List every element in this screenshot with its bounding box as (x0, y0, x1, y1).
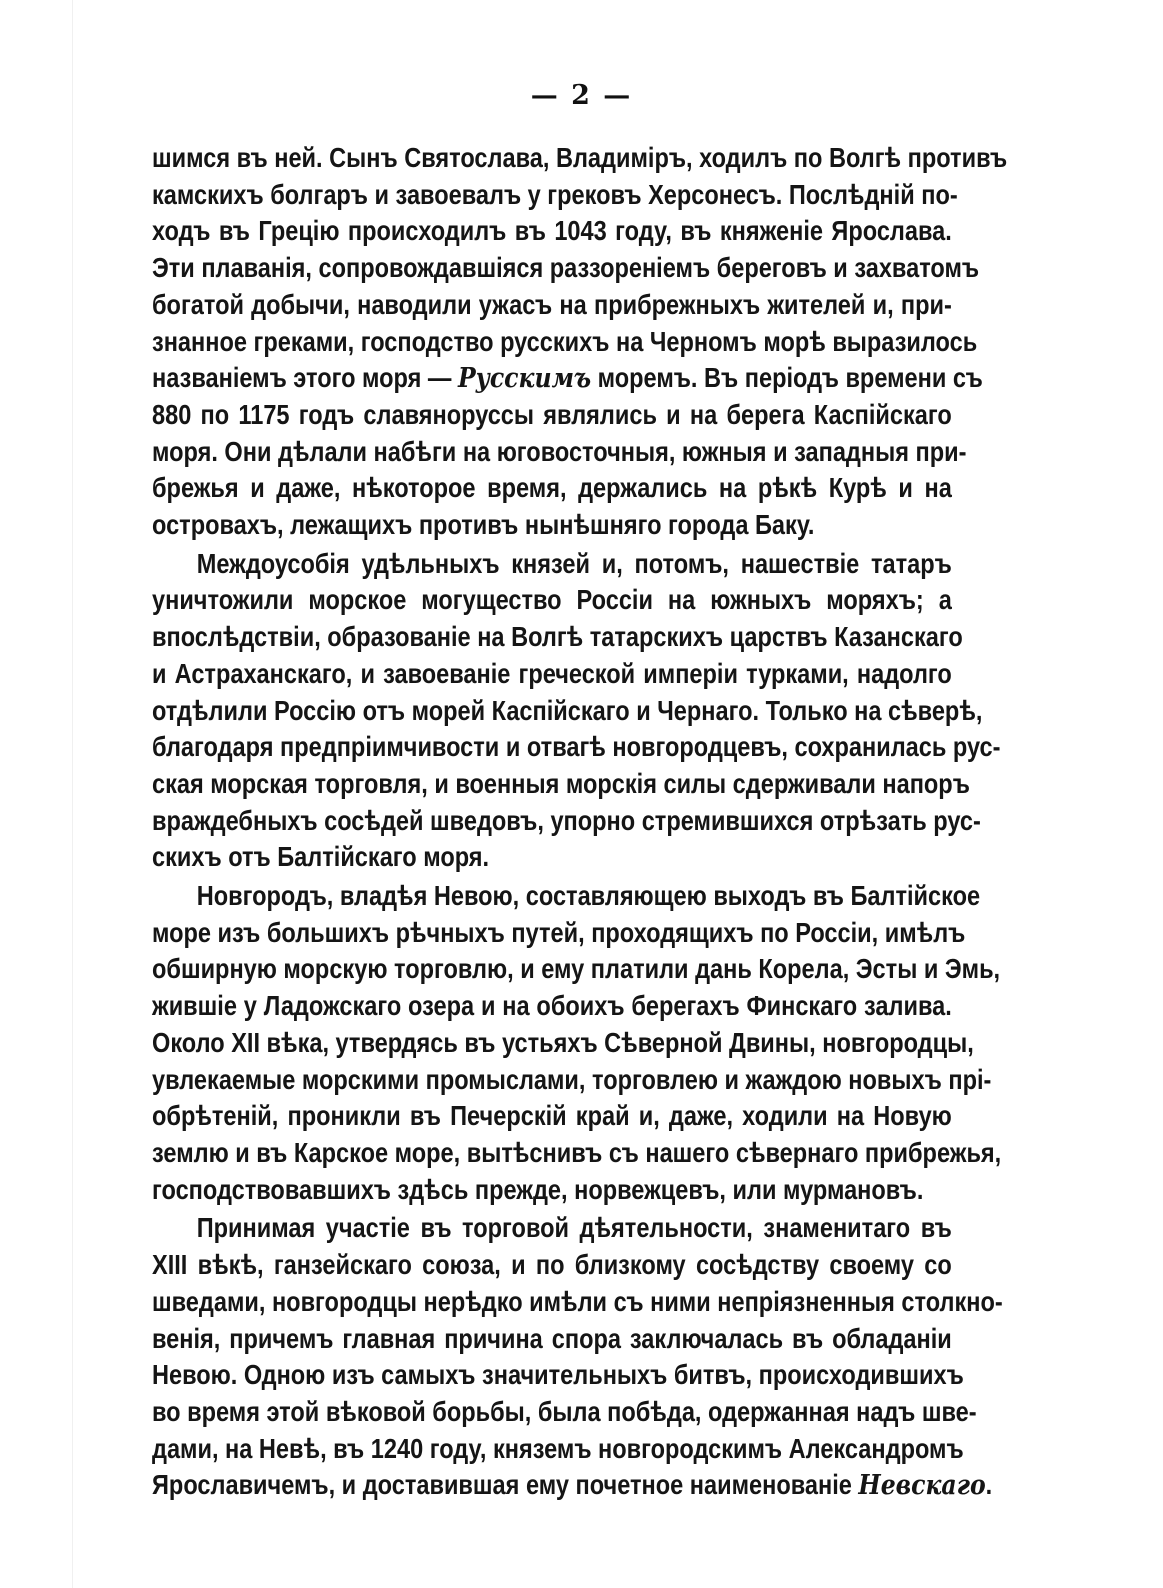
text-line: скихъ отъ Балтійскаго моря. (152, 841, 490, 873)
text-fragment: . (985, 1469, 993, 1501)
text-line (152, 1467, 993, 1504)
text-line: шведами, новгородцы нерѣдко имѣли съ ними непріязненныя столкно- (152, 1285, 1003, 1317)
text-line: обрѣтеній, проникли въ Печерскій край и, даже, ходили на Новую (152, 1100, 952, 1132)
text-line: уничтожили морское могущество Россіи на южныхъ моряхъ; а (152, 584, 952, 616)
page-number: — 2 — (530, 80, 633, 111)
body-text (152, 140, 1008, 1504)
text-line: благодаря предпріимчивости и отвагѣ новгородцевъ, сохранилась рус- (152, 731, 1001, 763)
text-line: впослѣдствіи, образованіе на Волгѣ татарскихъ царствъ Казанскаго (152, 621, 963, 653)
text-line: знанное греками, господство русскихъ на Черномъ морѣ выразилось (152, 325, 978, 357)
text-line: ходъ въ Грецію происходилъ въ 1043 году, въ княженіе Ярослава. (152, 215, 952, 247)
text-line: XIII вѣкѣ, ганзейскаго союза, и по близкому сосѣдству своему со (152, 1249, 952, 1281)
text-line: Междоусобія удѣльныхъ князей и, потомъ, нашествіе татаръ (196, 547, 952, 579)
text-line: господствовавшихъ здѣсь прежде, норвежцевъ, или мурмановъ. (152, 1173, 924, 1205)
text-line: шимся въ ней. Сынъ Святослава, Владиміръ, ходилъ по Волгѣ противъ (152, 142, 1008, 173)
text-line: обширную морскую торговлю, и ему платили дань Корела, Эсты и Эмь, (152, 953, 1001, 985)
emphasized-word: Невскаго (858, 1469, 986, 1502)
text-line: море изъ большихъ рѣчныхъ путей, проходящихъ по Россіи, имѣлъ (152, 916, 966, 948)
text-fragment: названіемъ этого моря — (152, 362, 459, 394)
text-fragment: моремъ. Въ періодъ времени съ (591, 362, 983, 394)
text-line (152, 360, 983, 397)
text-line: Около XII вѣка, утвердясь въ устьяхъ Сѣверной Двины, новгородцы, (152, 1026, 974, 1058)
text-lines (152, 140, 1008, 1504)
emphasized-word: Русскимъ (458, 362, 592, 395)
page-edge (72, 0, 73, 1588)
text-line: ская морская торговля, и военныя морскія силы сдерживали напоръ (152, 767, 970, 799)
text-line: Эти плаванія, сопровождавшіяся раззореніемъ береговъ и захватомъ (152, 252, 980, 284)
text-line: Новгородъ, владѣя Невою, составляющею выходъ въ Балтійское (196, 880, 981, 912)
text-line: отдѣлили Россію отъ морей Каспійскаго и Чернаго. Только на сѣверѣ, (152, 694, 983, 726)
text-line: 880 по 1175 годъ славяноруссы являлись и на берега Каспійскаго (152, 398, 952, 430)
text-line: богатой добычи, наводили ужасъ на прибрежныхъ жителей и, при- (152, 288, 952, 320)
text-line: и Астраханскаго, и завоеваніе греческой имперіи турками, надолго (152, 657, 952, 689)
text-fragment: Ярославичемъ, и доставившая ему почетное наименованіе (152, 1469, 859, 1501)
text-line: Принимая участіе въ торговой дѣятельности, знаменитаго въ (196, 1212, 952, 1244)
text-line: дами, на Невѣ, въ 1240 году, княземъ новгородскимъ Александромъ (152, 1432, 964, 1464)
text-line: во время этой вѣковой борьбы, была побѣда, одержанная надъ шве- (152, 1395, 977, 1427)
text-line: жившіе у Ладожскаго озера и на обоихъ берегахъ Финскаго залива. (152, 990, 952, 1022)
text-line: землю и въ Карское море, вытѣснивъ съ нашего сѣвернаго прибрежья, (152, 1136, 1002, 1168)
text-line: моря. Они дѣлали набѣги на юговосточныя, южныя и западныя при- (152, 435, 967, 467)
text-line: островахъ, лежащихъ противъ нынѣшняго города Баку. (152, 509, 815, 541)
text-line: увлекаемые морскими промыслами, торговлею и жаждою новыхъ прі- (152, 1063, 992, 1095)
text-line: Невою. Одною изъ самыхъ значительныхъ битвъ, происходившихъ (152, 1359, 964, 1391)
text-line: камскихъ болгаръ и завоевалъ у грековъ Херсонесъ. Послѣдній по- (152, 178, 958, 210)
text-line: враждебныхъ сосѣдей шведовъ, упорно стремившихся отрѣзать рус- (152, 804, 981, 836)
text-line: венія, причемъ главная причина спора заключалась въ обладаніи (152, 1322, 952, 1354)
text-line: брежья и даже, нѣкоторое время, держались на рѣкѣ Курѣ и на (152, 472, 952, 504)
